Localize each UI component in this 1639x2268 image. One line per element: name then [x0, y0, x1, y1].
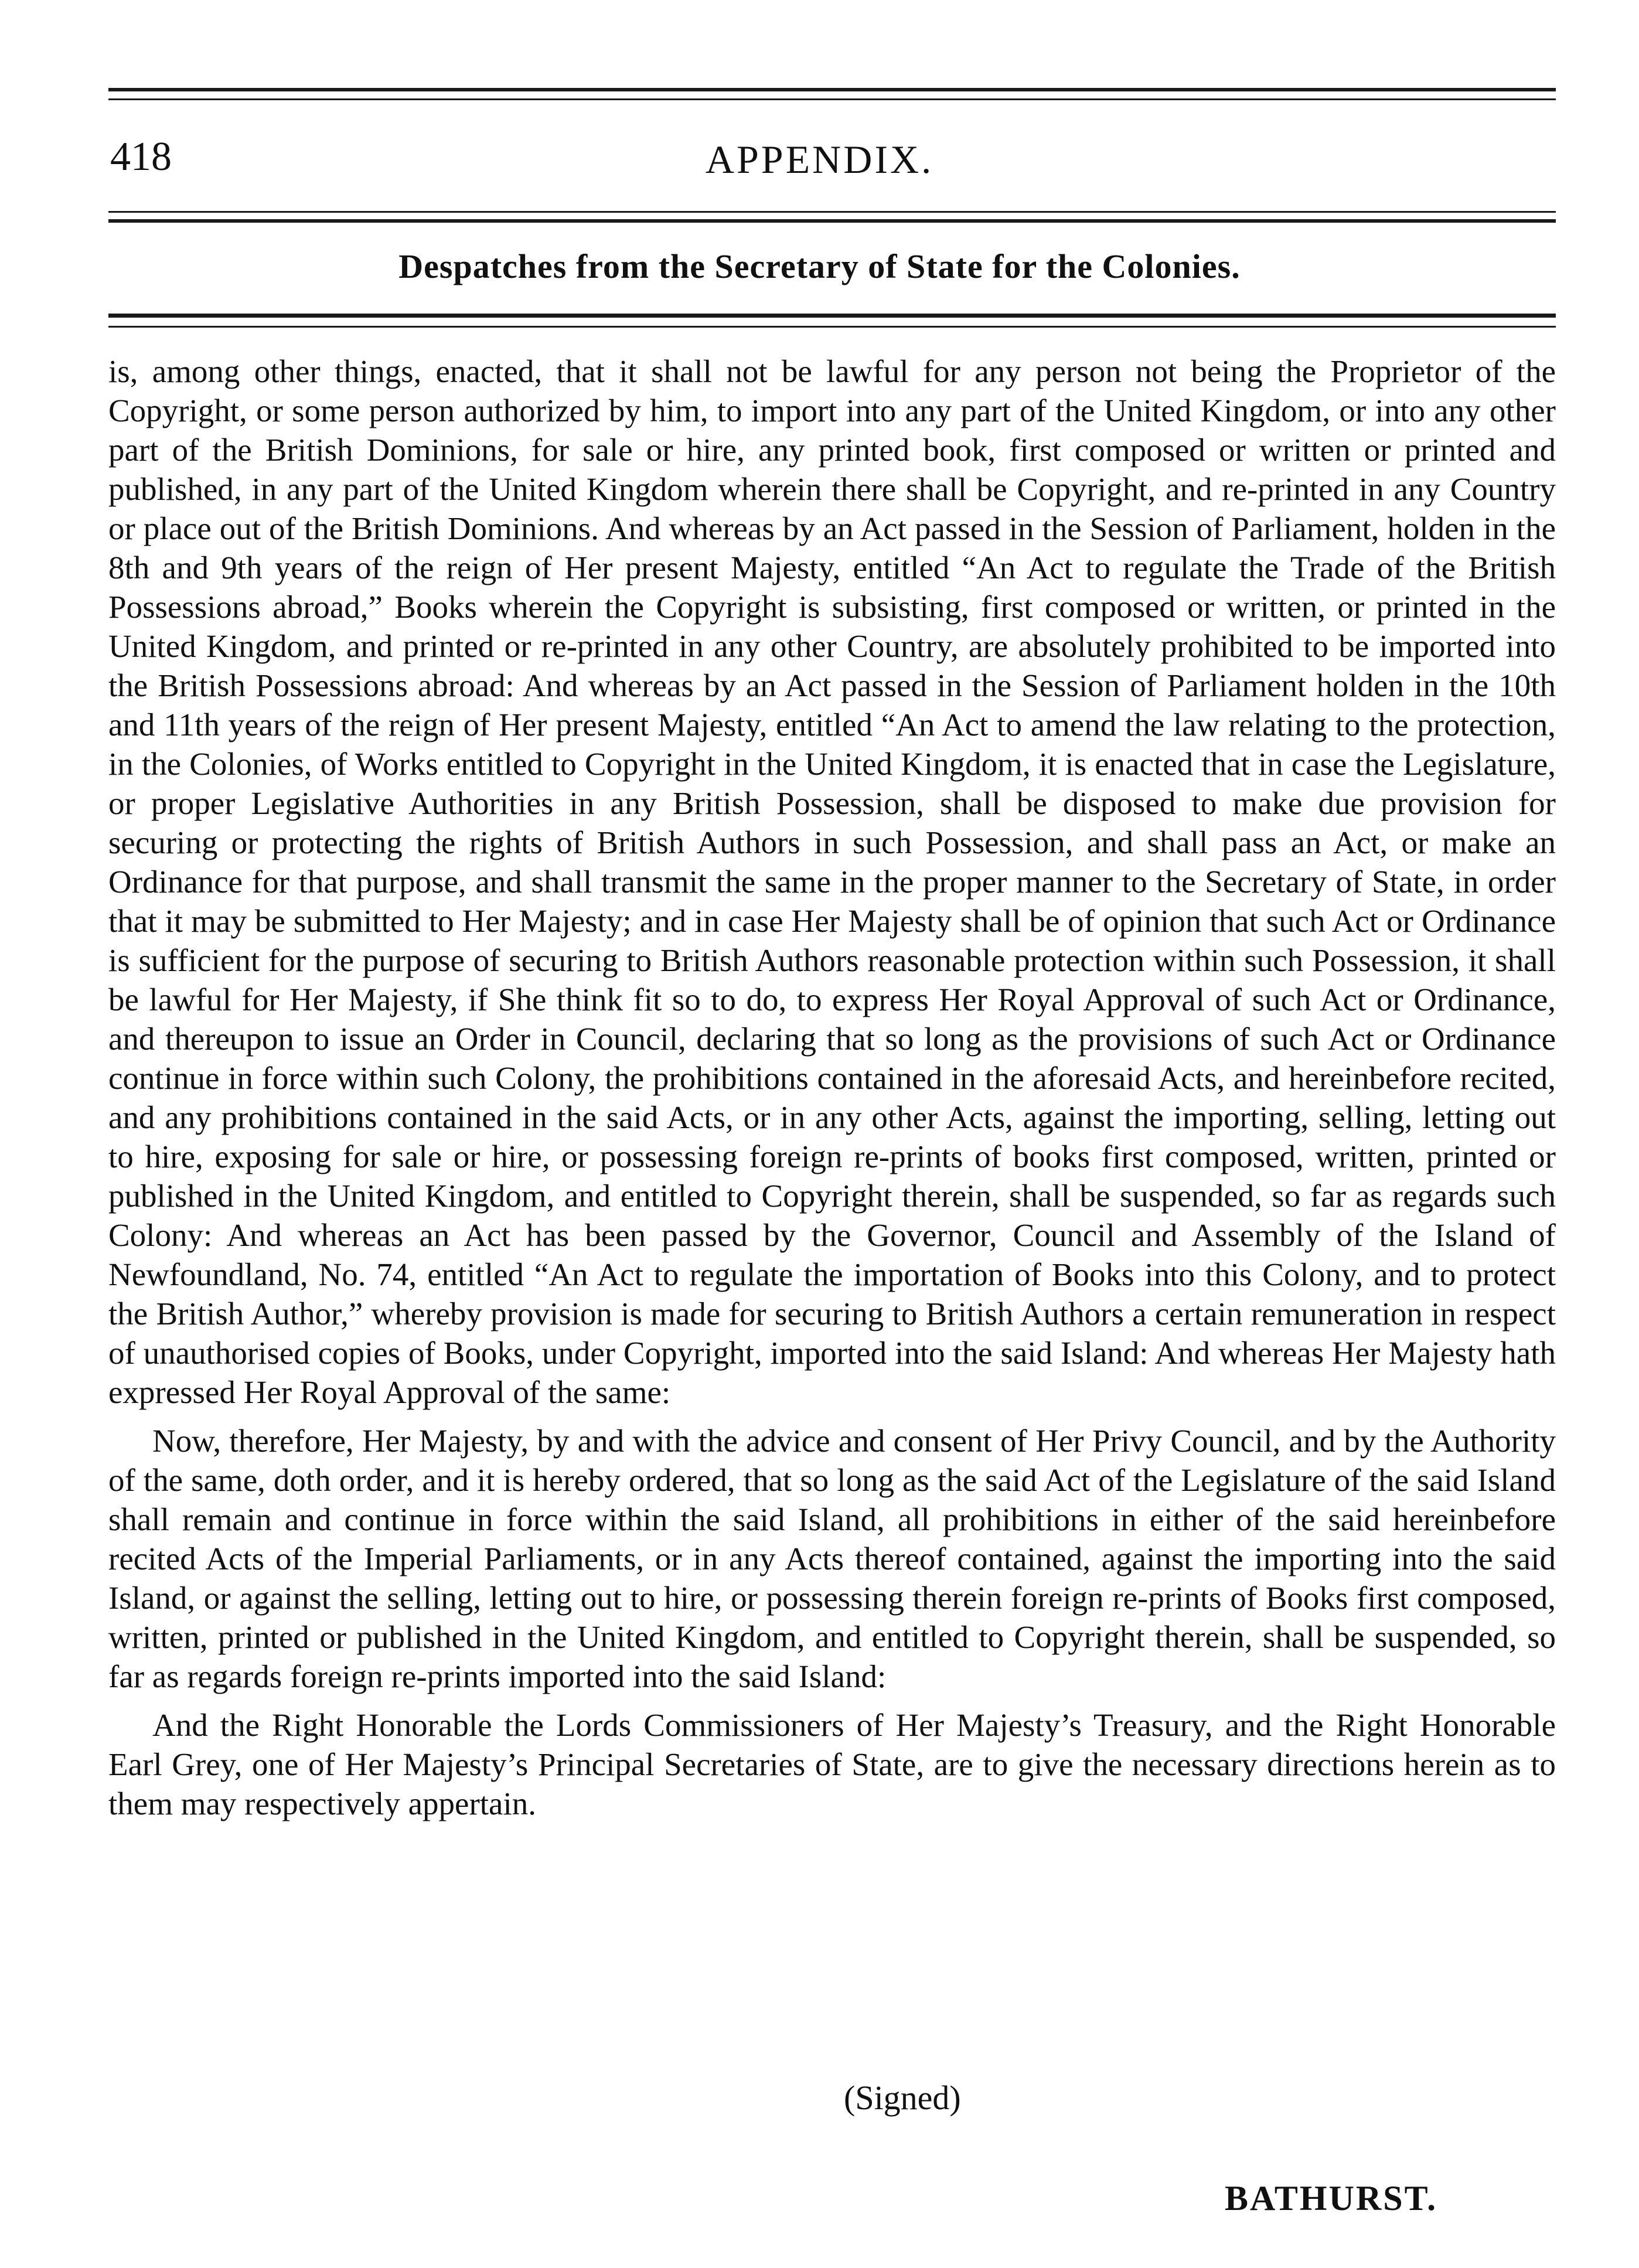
- section-rule-thin: [108, 326, 1556, 328]
- top-rule-thick: [108, 88, 1556, 91]
- body-text: [108, 352, 1556, 1823]
- top-rule-thin: [108, 98, 1556, 100]
- paragraph-directions: And the Right Honorable the Lords Commissioners of Her Majesty’s Treasury, and the Right Honorable Earl Grey, one of Her Majesty’s Principal Secretaries of State, are to give the necessary directions herein as to them may respectively appertain.: [108, 1707, 1556, 1821]
- paragraph-order: Now, therefore, Her Majesty, by and with the advice and consent of Her Privy Council, and by the Authority of the same, doth order, and it is hereby ordered, that so long as the said Act of the Legislature of the said Island shall remain and continue in force within the said Island, all prohibitions in either of the said hereinbefore recited Acts of the Imperial Parliaments, or in any Acts thereof contained, against the importing into the said Island, or against the selling, letting out to hire, or possessing therein foreign re-prints of Books first composed, written, printed or published in the United Kingdom, and entitled to Copyright therein, shall be suspended, so far as regards foreign re-prints imported into the said Island:: [108, 1423, 1556, 1694]
- section-rule-thick: [108, 314, 1556, 318]
- signatory-name: BATHURST.: [1225, 2179, 1438, 2218]
- paragraph-continuation: is, among other things, enacted, that it shall not be lawful for any person not being the Proprietor of the Copyright, or some person authorized by him, to import into any part of the United Kingdom, or into any other part of the British Dominions, for sale or hire, any printed book, first composed or written or printed and published, in any part of the United Kingdom wherein there shall be Copyright, and re-printed in any Country or place out of the British Dominions. And whereas by an Act passed in the Session of Parliament, holden in the 8th and 9th years of the reign of Her present Majesty, entitled “An Act to regulate the Trade of the British Possessions abroad,” Books wherein the Copyright is subsisting, first composed or written, or printed in the United Kingdom, and printed or re-printed in any other Country, are absolutely prohibited to be imported into the British Possessions abroad: And whereas by an Act passed in the Session of Parliament holden in the 10th and 11th years of the reign of Her present Majesty, entitled “An Act to amend the law relating to the protection, in the Colonies, of Works entitled to Copyright in the United Kingdom, it is enacted that in case the Legislature, or proper Legislative Authorities in any British Possession, shall be disposed to make due provision for securing or protecting the rights of British Authors in such Possession, and shall pass an Act, or make an Ordinance for that purpose, and shall transmit the same in the proper manner to the Secretary of State, in order that it may be submitted to Her Majesty; and in case Her Majesty shall be of opinion that such Act or Ordinance is sufficient for the purpose of securing to British Authors reasonable protection within such Possession, it shall be lawful for Her Majesty, if She think fit so to do, to express Her Royal Approval of such Act or Ordinance, and thereupon to issue an Order in Council, declaring that so long as the provisions of such Act or Ordinance continue in force within such Colony, the prohibitions contained in the aforesaid Acts, and hereinbefore recited, and any prohibitions contained in the said Acts, or in any other Acts, against the importing, selling, letting out to hire, exposing for sale or hire, or possessing foreign re-prints of books first composed, written, printed or published in the United Kingdom, and entitled to Copyright therein, shall be suspended, so far as regards such Colony: And whereas an Act has been passed by the Governor, Council and Assembly of the Island of Newfoundland, No. 74, entitled “An Act to regulate the importation of Books into this Colony, and to protect the British Author,” whereby provision is made for securing to British Authors a certain remuneration in respect of unauthorised copies of Books, under Copyright, imported into the said Island: And whereas Her Majesty hath expressed Her Royal Approval of the same:: [108, 353, 1556, 1410]
- page-number: 418: [110, 134, 172, 179]
- signed-label: (Signed): [844, 2079, 961, 2117]
- header-rule-thin: [108, 211, 1556, 213]
- header-rule-thick: [108, 219, 1556, 223]
- section-heading: Despatches from the Secretary of State for the Colonies.: [398, 247, 1241, 285]
- running-head: APPENDIX.: [705, 137, 934, 182]
